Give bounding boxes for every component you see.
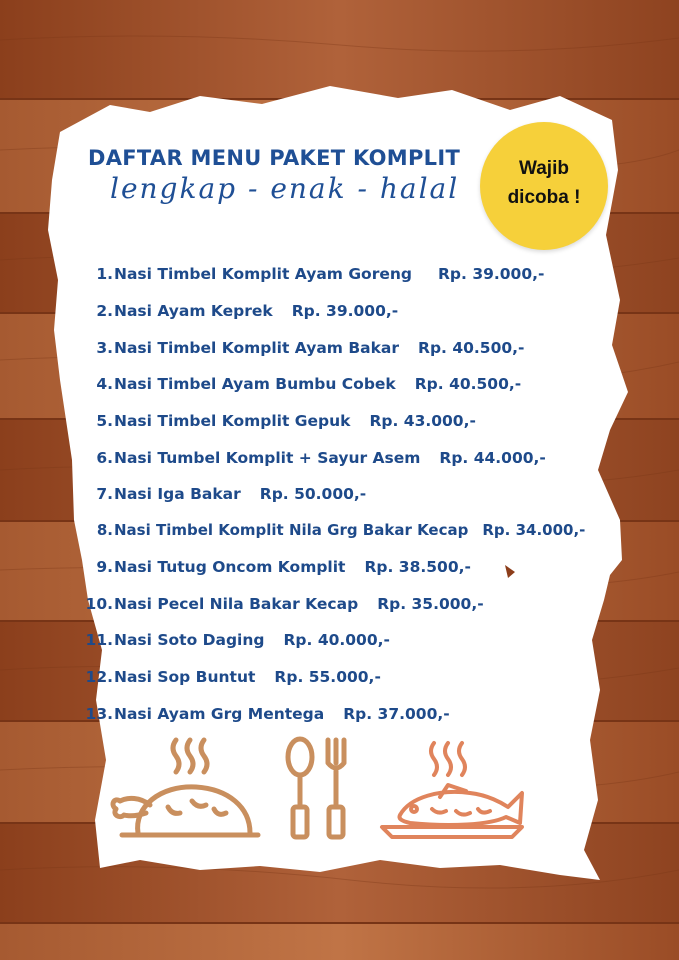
menu-subtitle: lengkap - enak - halal bbox=[110, 172, 460, 205]
roast-chicken-icon bbox=[113, 740, 258, 835]
menu-item-number: 2. bbox=[96, 302, 113, 320]
menu-item-name: Nasi Ayam Keprek bbox=[114, 302, 273, 320]
menu-item bbox=[83, 521, 585, 539]
menu-item-number: 13. bbox=[85, 705, 113, 723]
menu-item bbox=[83, 705, 450, 723]
menu-item-name: Nasi Iga Bakar bbox=[114, 485, 241, 503]
menu-item-name: Nasi Soto Daging bbox=[114, 631, 265, 649]
menu-item bbox=[83, 302, 398, 320]
menu-item-name: Nasi Timbel Ayam Bumbu Cobek bbox=[114, 375, 396, 393]
menu-item-price: Rp. 40.500,- bbox=[418, 339, 525, 357]
food-icons bbox=[110, 735, 530, 845]
menu-item-name: Nasi Timbel Komplit Ayam Goreng bbox=[114, 265, 412, 283]
menu-item bbox=[83, 485, 366, 503]
menu-item-number: 8. bbox=[96, 521, 113, 539]
menu-item-price: Rp. 39.000,- bbox=[291, 302, 399, 320]
menu-item-number: 9. bbox=[96, 558, 113, 576]
fish-plate-icon bbox=[382, 743, 522, 837]
menu-item-price: Rp. 50.000,- bbox=[259, 485, 367, 503]
menu-item-name: Nasi Timbel Komplit Ayam Bakar bbox=[114, 339, 400, 357]
badge-line-1: Wajib bbox=[519, 158, 569, 179]
menu-item-price: Rp. 37.000,- bbox=[343, 705, 450, 723]
menu-item-price: Rp. 38.500,- bbox=[364, 558, 471, 576]
menu-title: DAFTAR MENU PAKET KOMPLIT bbox=[88, 146, 461, 170]
menu-item-price: Rp. 34.000,- bbox=[482, 521, 586, 539]
menu-item-number: 12. bbox=[85, 668, 113, 686]
menu-item-number: 3. bbox=[96, 339, 113, 357]
menu-item bbox=[83, 375, 521, 393]
menu-item-price: Rp. 44.000,- bbox=[439, 449, 546, 467]
menu-item bbox=[83, 631, 390, 649]
menu-item-number: 5. bbox=[96, 412, 113, 430]
menu-item-price: Rp. 39.000,- bbox=[438, 265, 545, 283]
menu-item-name: Nasi Tutug Oncom Komplit bbox=[114, 558, 346, 576]
menu-item-number: 7. bbox=[96, 485, 113, 503]
menu-item bbox=[83, 449, 546, 467]
menu-item-number: 6. bbox=[96, 449, 113, 467]
menu-item-name: Nasi Pecel Nila Bakar Kecap bbox=[114, 595, 359, 613]
menu-item-number: 4. bbox=[96, 375, 113, 393]
menu-item bbox=[83, 558, 471, 576]
menu-item-number: 10. bbox=[85, 595, 113, 613]
menu-item-name: Nasi Ayam Grg Mentega bbox=[114, 705, 325, 723]
badge-line-2: dicoba ! bbox=[507, 187, 581, 208]
menu-item-price: Rp. 43.000,- bbox=[369, 412, 476, 430]
menu-item-name: Nasi Timbel Komplit Gepuk bbox=[114, 412, 351, 430]
menu-item bbox=[83, 265, 544, 283]
menu-item-price: Rp. 40.000,- bbox=[283, 631, 390, 649]
spoon-fork-icon bbox=[288, 739, 344, 837]
menu-item bbox=[83, 339, 524, 357]
menu-item bbox=[83, 668, 381, 686]
menu-item bbox=[83, 595, 484, 613]
menu-item-name: Nasi Tumbel Komplit + Sayur Asem bbox=[114, 449, 421, 467]
menu-item-price: Rp. 35.000,- bbox=[377, 595, 484, 613]
menu-item-price: Rp. 55.000,- bbox=[274, 668, 381, 686]
menu-item-name: Nasi Timbel Komplit Nila Grg Bakar Kecap bbox=[114, 521, 469, 539]
menu-item-price: Rp. 40.500,- bbox=[414, 375, 522, 393]
menu-item-number: 11. bbox=[85, 631, 113, 649]
menu-item-number: 1. bbox=[96, 265, 113, 283]
menu-item-name: Nasi Sop Buntut bbox=[114, 668, 256, 686]
menu-item bbox=[83, 412, 476, 430]
